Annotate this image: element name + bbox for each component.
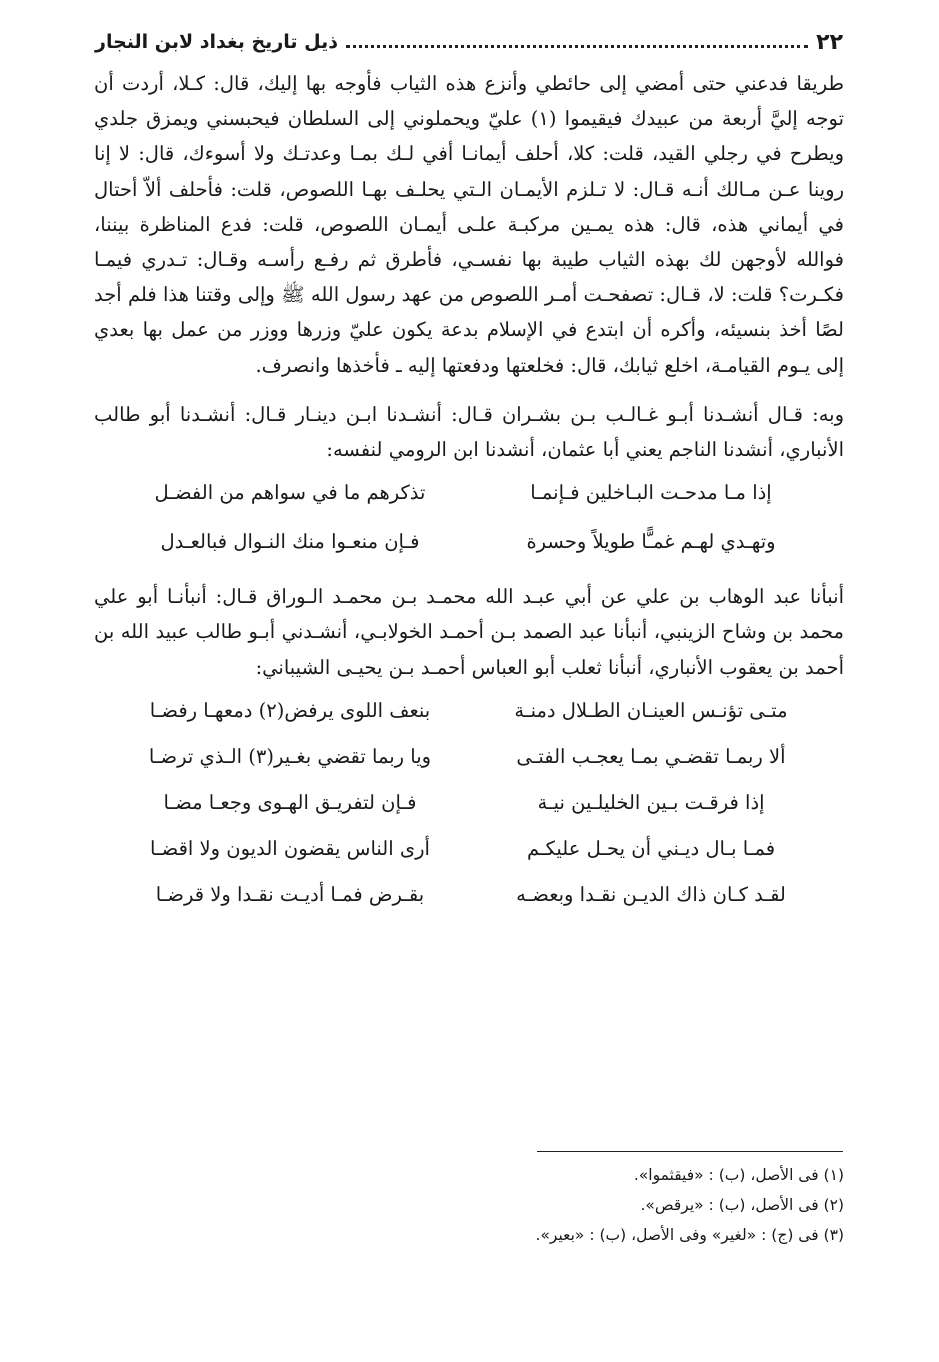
footnote-separator (537, 1151, 843, 1152)
verse-first-hemistich: لقـد كـان ذاك الديـن نقـدا وبعضـه (516, 882, 786, 906)
poem-verse (94, 823, 844, 869)
verse-first-hemistich: متـى تؤنـس العينـان الطـلال دمنـة (514, 698, 788, 722)
poem-verse (94, 516, 844, 565)
verse-first-hemistich: وتهـدي لهـم غمـًّا طويلاً وحسرة (526, 530, 776, 554)
footnote: (٣) فى (ج) : «لغير» وفى الأصل، (ب) : «بعير». (535, 1226, 844, 1244)
paragraph-isnad-2: أنبأنا عبد الوهاب بن علي عن أبي عبـد الله محمـد بـن محمـد الـوراق قـال: أنبأنـا أبو علي محمد بن وشاح الزينبي، أنبأنا عبد الصمد بـن أحمـد الخولابـي، أنشـدني أبـو طالب عبيد الله بن أحمد بن يعقوب الأنباري، أنبأنا ثعلب أبو العباس أحمـد بـن يحيـى الشيباني: (94, 585, 844, 679)
header-dotted-leader (346, 45, 808, 48)
poem-thalab (94, 685, 844, 915)
poem-verse (94, 777, 844, 823)
page-body (94, 66, 844, 915)
footnotes (424, 1160, 844, 1250)
verse-second-hemistich: ويا ربما تقضي بغـير(٣) الـذي ترضـا (148, 744, 432, 768)
verse-first-hemistich: ألا ربمـا تقضـي بمـا يعجـب الفتـى (516, 744, 786, 768)
verse-second-hemistich: بنعف اللوى يرفض(٢) دمعهـا رفضـا (149, 698, 431, 722)
poem-verse (94, 685, 844, 731)
verse-second-hemistich: فـإن منعـوا منك النـوال فبالعـدل (160, 530, 420, 554)
footnote: (٢) فى الأصل، (ب) : «يرقص». (640, 1196, 844, 1214)
poem-verse (94, 731, 844, 777)
verse-second-hemistich: بقـرض فمـا أديـت نقـدا ولا قرضـا (155, 882, 425, 906)
verse-first-hemistich: فمـا بـال ديـني أن يحـل عليكـم (526, 836, 776, 860)
verse-second-hemistich: تذكرهم ما في سواهم من الفضـل (154, 481, 426, 505)
verse-second-hemistich: فـإن لتفريـق الهـوى وجعـا مضـا (163, 790, 417, 814)
poem-verse (94, 869, 844, 915)
poem-ibn-rumi (94, 467, 844, 565)
verse-second-hemistich: أرى الناس يقضون الديون ولا اقضـا (150, 836, 430, 860)
footnote: (١) فى الأصل، (ب) : «فيقثموا». (633, 1166, 844, 1184)
running-header (95, 26, 843, 58)
verse-first-hemistich: إذا مـا مدحـت البـاخلين فـإنمـا (530, 481, 772, 505)
poem-verse (94, 467, 844, 516)
page-number: ٢٢ (816, 29, 843, 55)
paragraph-story: طريقا فدعني حتى أمضي إلى حائطي وأنزع هذه الثياب فأوجه بها إليك، قال: كـلا، أردت أن توجه إليَّ أربعة من عبيدك فيقيموا (١) عليّ ويحملوني إلى السلطان فيحبسني ويمزق جلدي ويطرح في رجلي القيد، قلت: كلا، أحلف أيمانـا أفي لـك بمـا وعدتـك ولا أسوءك، قال: لا إنا روينا عـن مـالك أنـه قـال: لا تـلزم الأيمـان الـتي يحلـف بهـا اللصوص، قلت: فأحلف ألاّ أحتال في أيماني هذه، قال: هذه يمـين مركبـة علـى أيمـان اللصوص، قلت: فدع المناظرة بيننا، فوالله لأوجهن لك بهذه الثياب طيبة بها نفسـي، فأطرق ثم رفـع رأسـه وقـال: تـدري فيمـا فكـرت؟ قلت: لا، قـال: تصفحـت أمـر اللصوص من عهد رسول الله ﷺ وإلى وقتنا هذا فلم أجد لصًا أخذ بنسيئه، وأكره أن ابتدع في الإسلام بدعة يكون عليّ وزرها ووزر من عمل بها بعدي إلى يـوم القيامـة، اخلع ثيابك، قال: فخلعتها ودفعتها إليه ـ فأخذها وانصرف. (94, 72, 845, 377)
book-title: ذيل تاريخ بغداد لابن النجار (95, 31, 338, 53)
verse-first-hemistich: إذا فرقـت بـين الخليلـين نيـة (537, 790, 765, 814)
paragraph-isnad-1: وبه: قـال أنشـدنا أبـو غـالـب بـن بشـران قـال: أنشـدنا ابـن دينـار قـال: أنشـدنا أبو طالب الأنباري، أنشدنا الناجم يعني أبا عثمان، أنشدنا ابن الرومي لنفسه: (94, 402, 844, 462)
